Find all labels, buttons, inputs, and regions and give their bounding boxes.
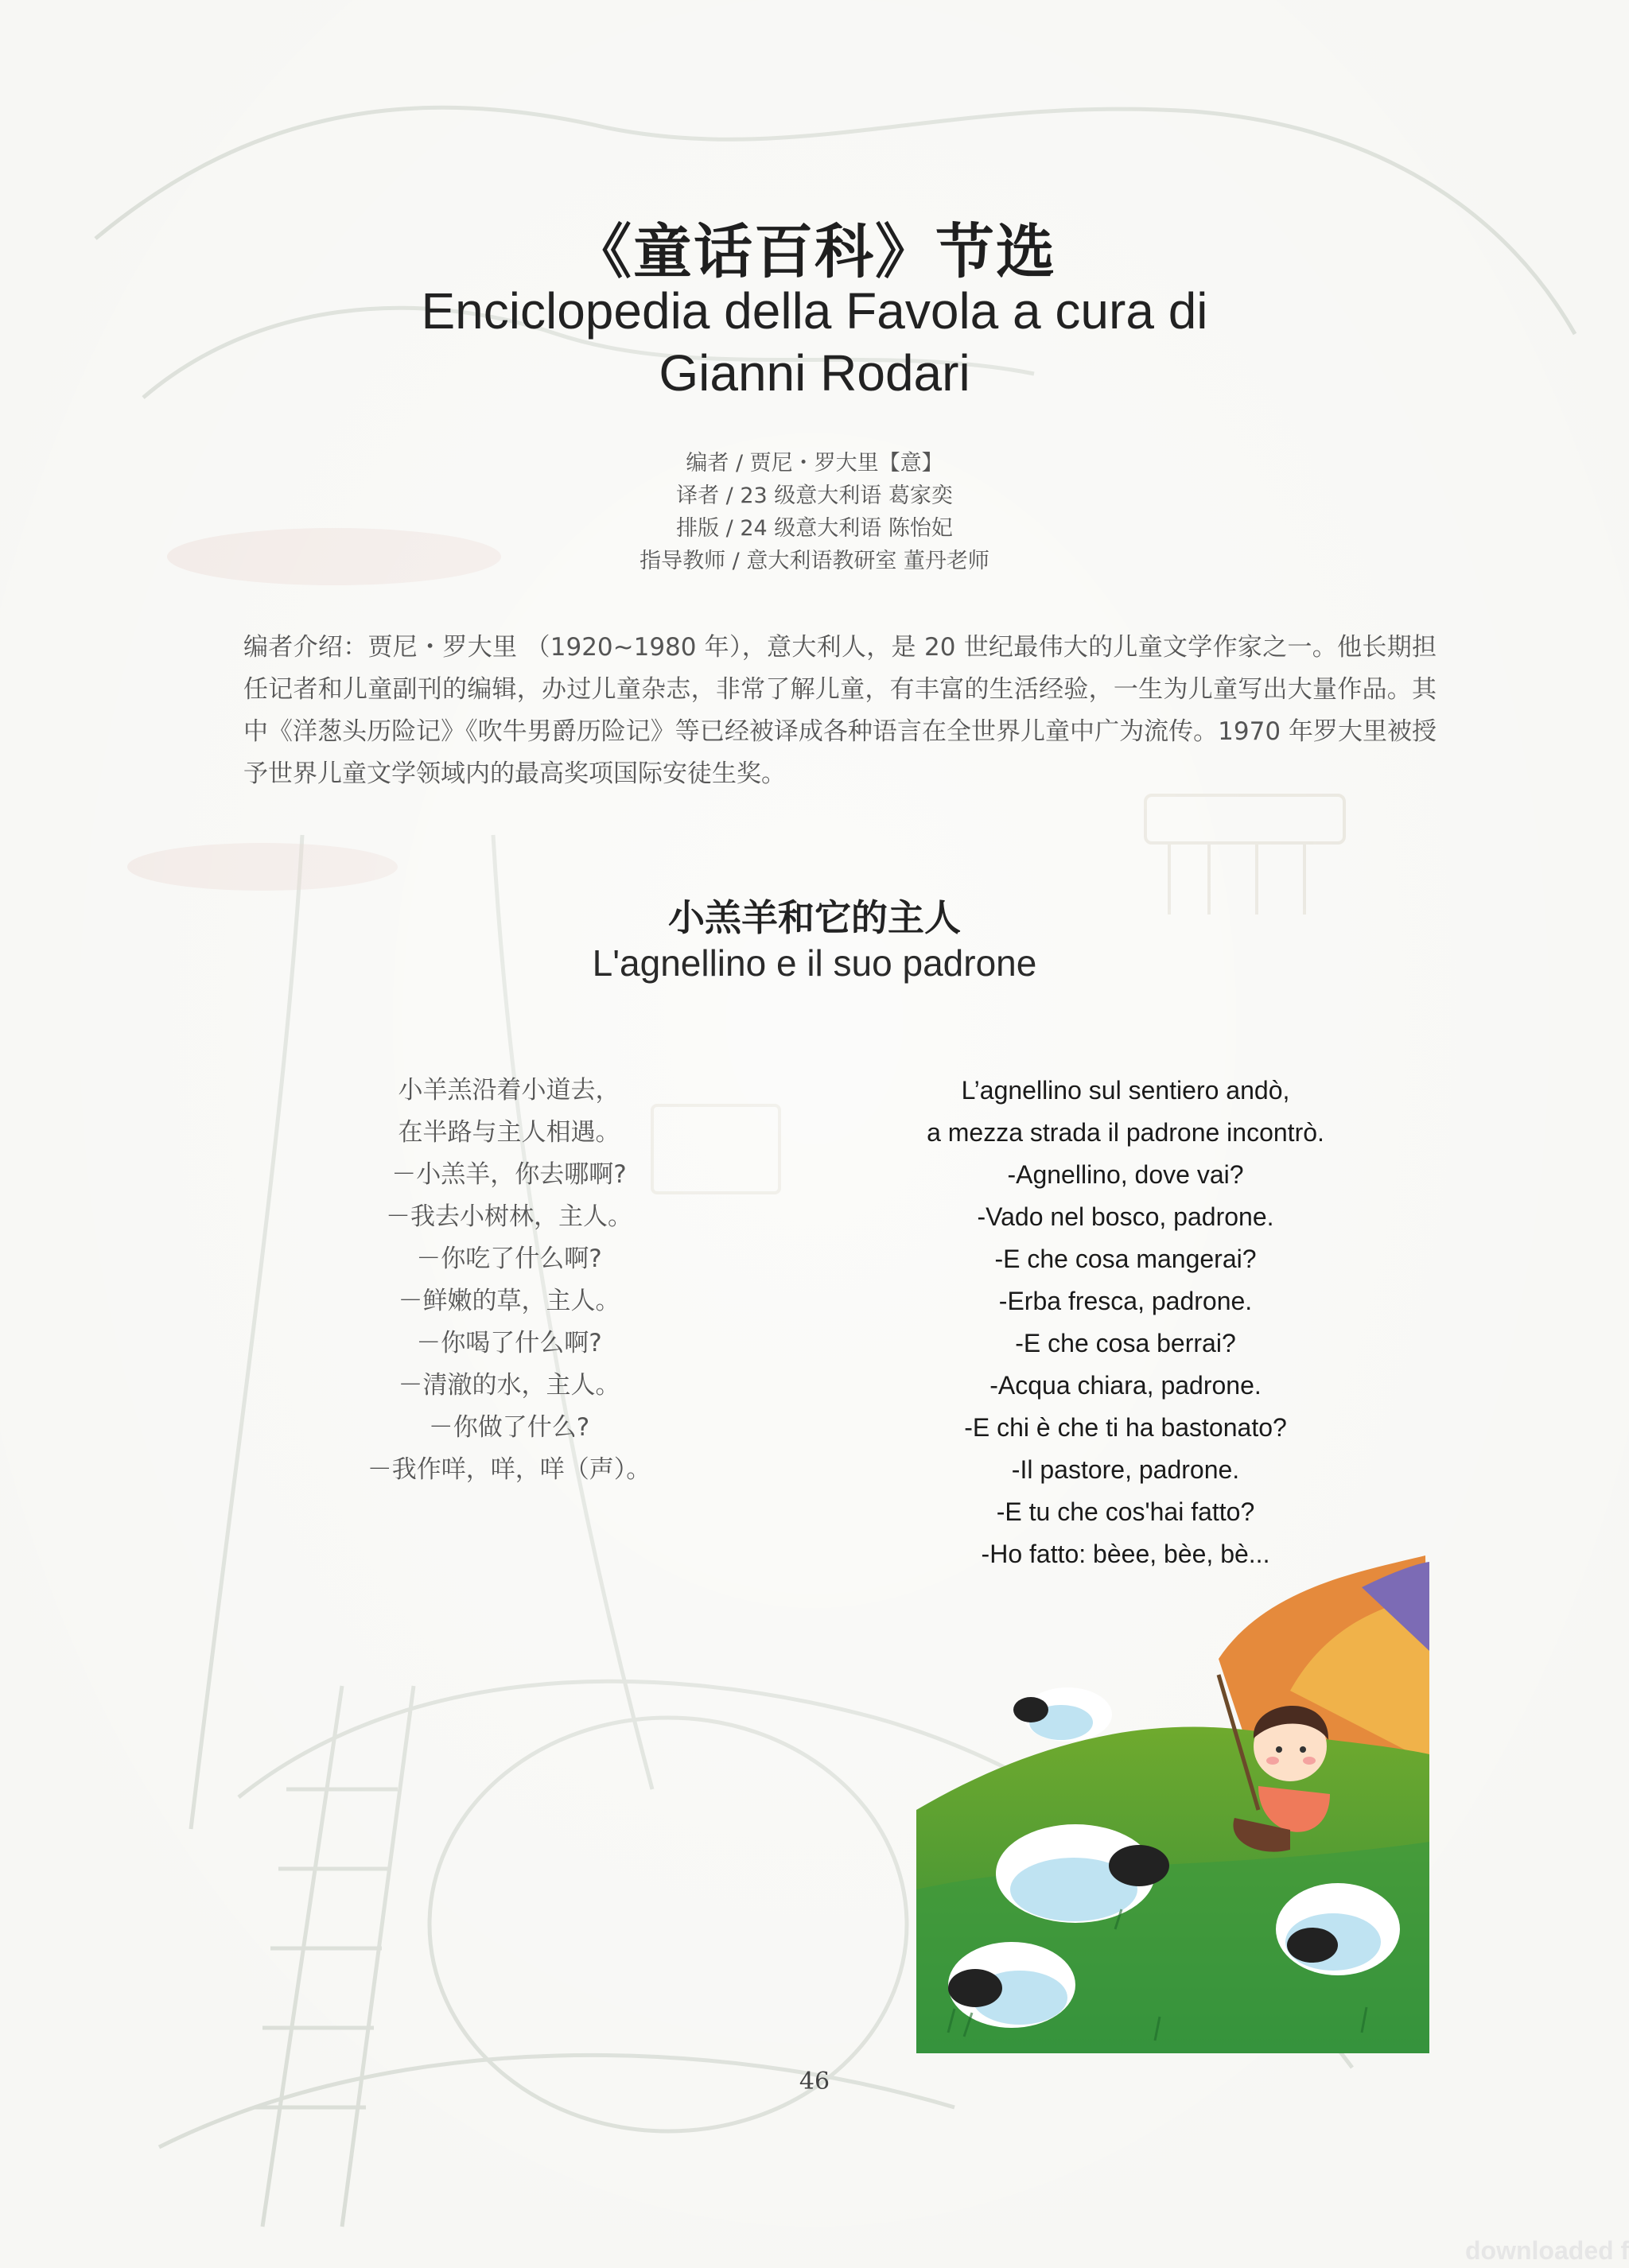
poem-title-chinese: 小羔羊和它的主人: [668, 896, 961, 939]
poem-it-line: -Vado nel bosco, padrone.: [977, 1202, 1274, 1231]
poem-it-line: -E tu che cos'hai fatto?: [996, 1497, 1255, 1526]
poem-it-line: -E che cosa berrai?: [1015, 1329, 1236, 1357]
poem-it-line: -Agnellino, dove vai?: [1007, 1160, 1244, 1189]
poem-cn-line: －小羔羊，你去哪啊?: [391, 1160, 627, 1189]
poem-title-italian: L'agnellino e il suo padrone: [592, 942, 1037, 984]
poem-cn-line: 小羊羔沿着小道去，: [398, 1076, 620, 1105]
poem-it-line: -Ho fatto: bèee, bèe, bè...: [981, 1540, 1270, 1568]
shepherd-sheep-illustration: [916, 1555, 1429, 2053]
sheep-right: [1276, 1883, 1400, 1975]
credit-advisor: 指导教师 / 意大利语教研室 董丹老师: [640, 549, 989, 573]
title-italian-line-1: Enciclopedia della Favola a cura di: [421, 282, 1208, 340]
poem-cn-line: －清澈的水，主人。: [398, 1371, 620, 1400]
poem-it-line: -E chi è che ti ha bastonato?: [964, 1413, 1287, 1442]
download-watermark: downloaded f: [1465, 2236, 1629, 2265]
poem-cn-line: －你吃了什么啊?: [416, 1245, 602, 1273]
page-number: 46: [799, 2068, 830, 2095]
author-introduction: 编者介绍：贾尼・罗大里 （1920~1980 年），意大利人，是 20 世纪最伟大的儿童文学作家之一。他长期担任记者和儿童副刊的编辑，办过儿童杂志，非常了解儿童，有丰富的生活经验，一生为儿童写出大量作品。其中《洋葱头历险记》《吹牛男爵历险记》等已经被译成各种语言在全世界儿童中广为流传。1970 年罗大里被授予世界儿童文学领域内的最高奖项国际安徒生奖。: [243, 633, 1437, 788]
poem-it-line: L’agnellino sul sentiero andò,: [961, 1076, 1290, 1105]
title-chinese: 《童话百科》节选: [573, 218, 1056, 286]
credit-layout: 排版 / 24 级意大利语 陈怡妃: [676, 516, 953, 541]
poem-cn-line: －我去小树林，主人。: [386, 1202, 632, 1231]
credits-block: [0, 447, 1629, 577]
title-italian: [0, 280, 1629, 404]
poem-it-line: -Acqua chiara, padrone.: [989, 1371, 1262, 1400]
poem-it-line: -Erba fresca, padrone.: [998, 1287, 1253, 1315]
credit-editor: 编者 / 贾尼・罗大里【意】: [686, 451, 943, 476]
poem-cn-line: －你喝了什么啊?: [416, 1329, 602, 1357]
poem-chinese: [294, 1070, 724, 1491]
poem-cn-line: －你做了什么?: [428, 1413, 590, 1442]
poem-it-line: -E che cosa mangerai?: [994, 1245, 1257, 1273]
poem-cn-line: 在半路与主人相遇。: [398, 1118, 620, 1147]
sheep-bottom-left: [948, 1942, 1075, 2028]
poem-cn-line: －鲜嫩的草，主人。: [398, 1287, 620, 1315]
credit-translator: 译者 / 23 级意大利语 葛家奕: [676, 484, 953, 508]
poem-it-line: -Il pastore, padrone.: [1011, 1455, 1240, 1484]
poem-it-line: a mezza strada il padrone incontrò.: [927, 1118, 1324, 1147]
poem-italian: [883, 1070, 1368, 1575]
poem-cn-line: －我作咩，咩，咩（声）。: [367, 1455, 651, 1484]
title-italian-line-2: Gianni Rodari: [659, 344, 970, 402]
